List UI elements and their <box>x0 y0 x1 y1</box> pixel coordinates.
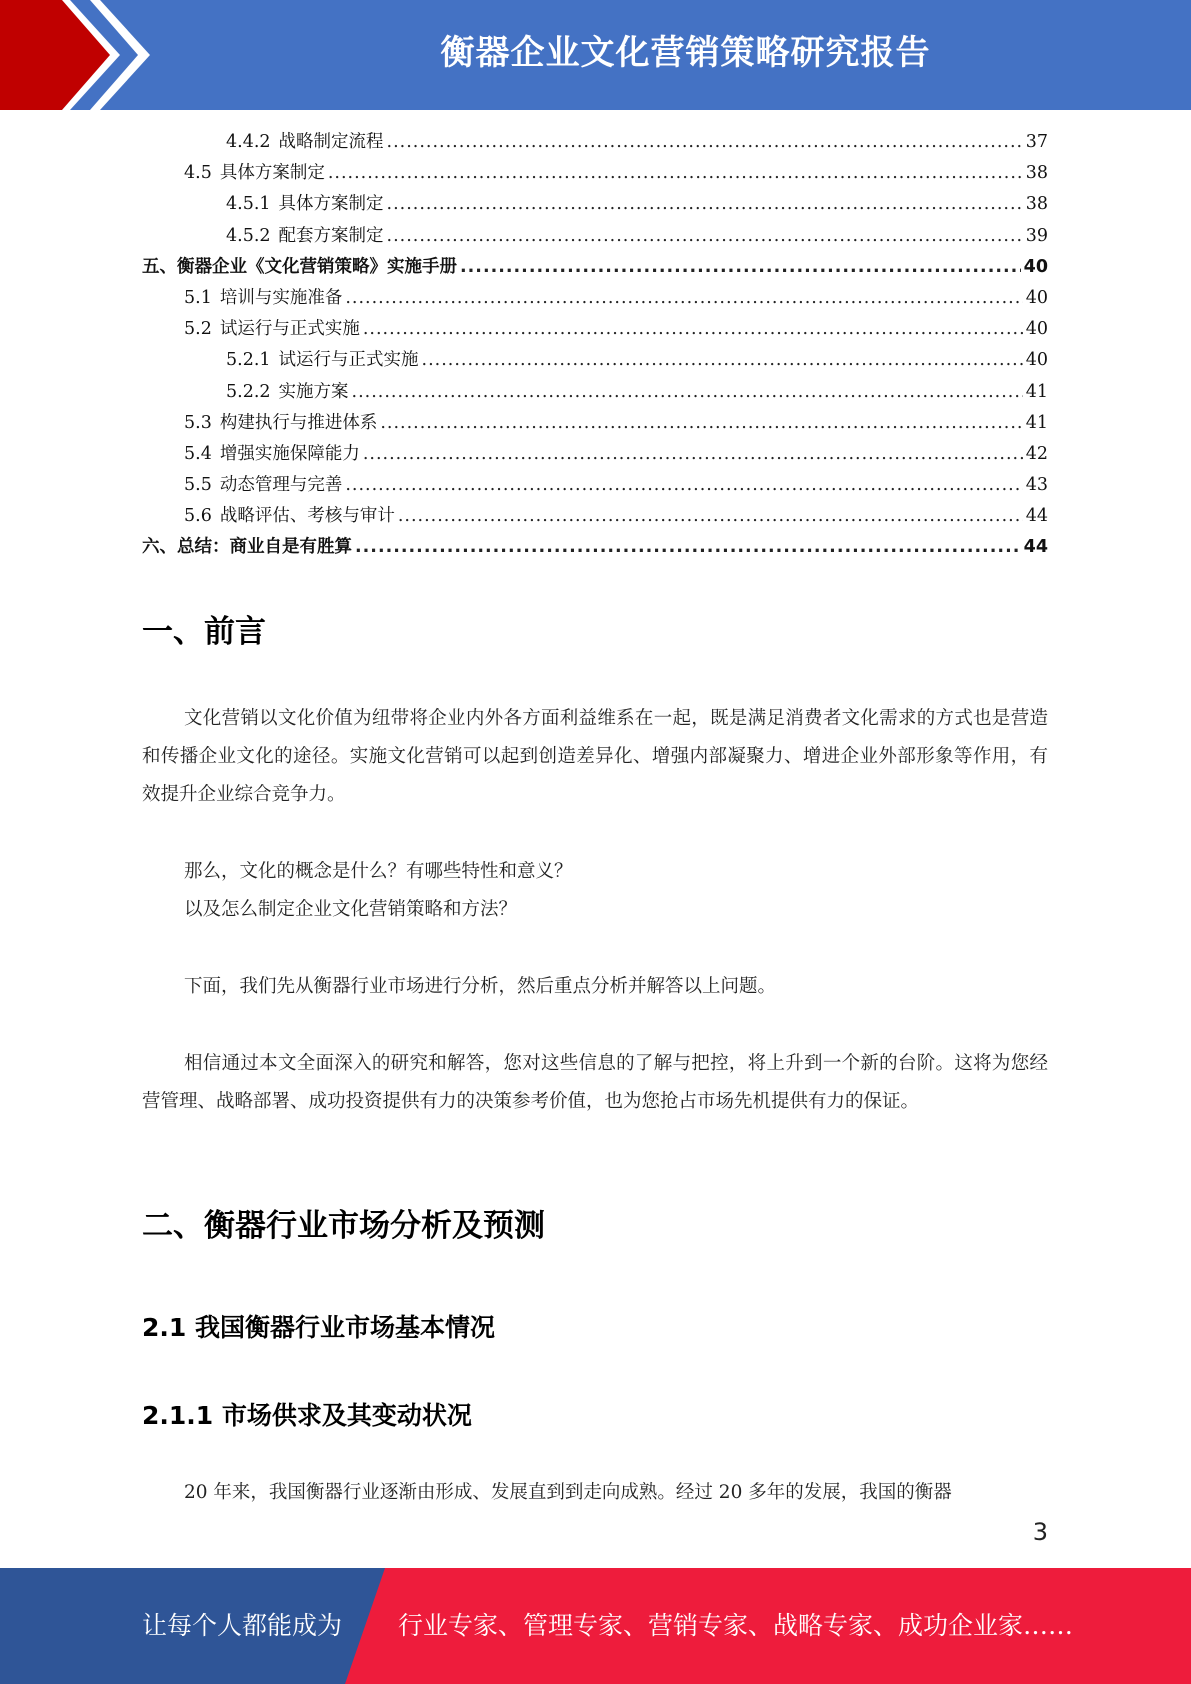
toc-entry-title: 构建执行与推进体系 <box>219 412 378 433</box>
toc-leader-dots <box>363 444 1023 464</box>
page-header <box>0 0 1191 110</box>
toc-entry-page: 39 <box>1025 225 1048 246</box>
toc-entry-page: 43 <box>1025 475 1048 496</box>
toc-entry[interactable] <box>142 471 1048 502</box>
toc-entry-number: 5.2 <box>184 319 212 340</box>
toc-entry-page: 41 <box>1025 381 1048 402</box>
section-heading-market: 二、衡器行业市场分析及预测 <box>142 1208 545 1244</box>
subsection-heading-2-1: 2.1 我国衡器行业市场基本情况 <box>142 1313 495 1342</box>
toc-entry[interactable] <box>142 502 1048 533</box>
toc-entry[interactable] <box>142 128 1048 159</box>
toc-entry-number: 5.5 <box>184 475 212 496</box>
header-arrow-decoration <box>0 0 160 110</box>
toc-entry[interactable] <box>142 346 1048 377</box>
toc-entry-number: 5.3 <box>184 412 212 433</box>
toc-leader-dots <box>398 506 1023 526</box>
table-of-contents <box>142 128 1048 565</box>
section-heading-preface: 一、前言 <box>142 614 266 650</box>
toc-entry-title: 具体方案制定 <box>219 163 325 184</box>
toc-leader-dots <box>460 257 1021 277</box>
page-number: 3 <box>1032 1518 1048 1546</box>
toc-entry-title: 动态管理与完善 <box>219 475 343 496</box>
footer-slogan-right: 行业专家、管理专家、营销专家、战略专家、成功企业家…… <box>398 1611 1074 1640</box>
toc-leader-dots <box>380 413 1022 433</box>
toc-entry-page: 38 <box>1025 163 1048 184</box>
toc-entry-title: 战略制定流程 <box>278 132 384 152</box>
toc-entry[interactable] <box>142 409 1048 440</box>
toc-entry-page: 40 <box>1025 319 1048 340</box>
paragraph-value: 相信通过本文全面深入的研究和解答，您对这些信息的了解与把控，将上升到一个新的台阶。这将为您经营管理、战略部署、成功投资提供有力的决策参考价值，也为您抢占市场先机提供有力的保证。 <box>142 1053 1048 1112</box>
toc-leader-dots <box>387 194 1023 214</box>
question-line-1: 那么，文化的概念是什么？有哪些特性和意义？ <box>184 861 573 882</box>
toc-leader-dots <box>422 350 1023 370</box>
paragraph-intro: 文化营销以文化价值为纽带将企业内外各方面利益维系在一起，既是满足消费者文化需求的方式也是营造和传播企业文化的途径。实施文化营销可以起到创造差异化、增强内部凝聚力、增进企业外部形象等作用，有效提升企业综合竞争力。 <box>142 708 1048 805</box>
toc-entry[interactable] <box>142 378 1048 409</box>
toc-entry-number: 5.2.1 <box>226 350 271 371</box>
toc-entry-page: 40 <box>1023 256 1048 277</box>
toc-entry-page: 41 <box>1025 412 1048 433</box>
toc-leader-dots <box>352 382 1023 402</box>
paragraph-market-start: 20 年来，我国衡器行业逐渐由形成、发展直到到走向成熟。经过 20 多年的发展，我国的衡器 <box>184 1482 952 1503</box>
toc-entry[interactable] <box>142 533 1048 564</box>
toc-entry-number: 5.4 <box>184 443 212 464</box>
toc-entry-number: 5.2.2 <box>226 381 271 402</box>
toc-entry[interactable] <box>142 315 1048 346</box>
toc-entry-title: 试运行与正式实施 <box>219 319 360 340</box>
toc-entry-page: 40 <box>1025 287 1048 308</box>
toc-entry-title: 配套方案制定 <box>278 225 384 246</box>
toc-entry-title: 培训与实施准备 <box>219 287 343 308</box>
toc-entry-page: 44 <box>1023 537 1048 558</box>
question-line-2: 以及怎么制定企业文化营销策略和方法？ <box>184 899 518 920</box>
page-footer <box>0 1568 1191 1684</box>
toc-leader-dots <box>387 226 1023 246</box>
toc-leader-dots <box>345 475 1022 495</box>
toc-entry-title: 六、总结：商业自是有胜算 <box>142 537 352 558</box>
toc-entry-page: 40 <box>1025 350 1048 371</box>
toc-entry-page: 44 <box>1025 506 1048 527</box>
toc-entry[interactable] <box>142 222 1048 253</box>
toc-leader-dots <box>363 319 1023 339</box>
toc-entry-number: 4.5 <box>184 163 212 184</box>
toc-entry-page: 37 <box>1025 132 1048 152</box>
toc-entry-title: 试运行与正式实施 <box>278 350 419 371</box>
toc-entry-title: 具体方案制定 <box>278 194 384 215</box>
toc-entry[interactable] <box>142 253 1048 284</box>
toc-entry-number: 4.5.2 <box>226 225 271 246</box>
footer-slogan-left: 让每个人都能成为 <box>142 1611 343 1640</box>
toc-entry-page: 42 <box>1025 443 1048 464</box>
toc-entry[interactable] <box>142 284 1048 315</box>
toc-entry-title: 增强实施保障能力 <box>219 443 360 464</box>
toc-entry[interactable] <box>142 190 1048 221</box>
toc-entry-title: 战略评估、考核与审计 <box>219 506 395 527</box>
subsection-heading-2-1-1: 2.1.1 市场供求及其变动状况 <box>142 1401 472 1430</box>
toc-entry[interactable] <box>142 159 1048 190</box>
report-title: 衡器企业文化营销策略研究报告 <box>440 33 931 73</box>
toc-entry-page: 38 <box>1025 194 1048 215</box>
toc-entry-number: 4.4.2 <box>226 132 271 152</box>
toc-entry-title: 五、衡器企业《文化营销策略》实施手册 <box>142 256 457 277</box>
toc-entry-number: 5.6 <box>184 506 212 527</box>
toc-entry[interactable] <box>142 440 1048 471</box>
toc-entry-number: 5.1 <box>184 287 212 308</box>
toc-entry-title: 实施方案 <box>278 381 349 402</box>
toc-leader-dots <box>345 288 1022 308</box>
paragraph-transition: 下面，我们先从衡器行业市场进行分析，然后重点分析并解答以上问题。 <box>184 976 777 997</box>
toc-leader-dots <box>355 537 1021 557</box>
toc-leader-dots <box>387 132 1023 152</box>
toc-leader-dots <box>328 163 1023 183</box>
toc-entry-number: 4.5.1 <box>226 194 271 215</box>
